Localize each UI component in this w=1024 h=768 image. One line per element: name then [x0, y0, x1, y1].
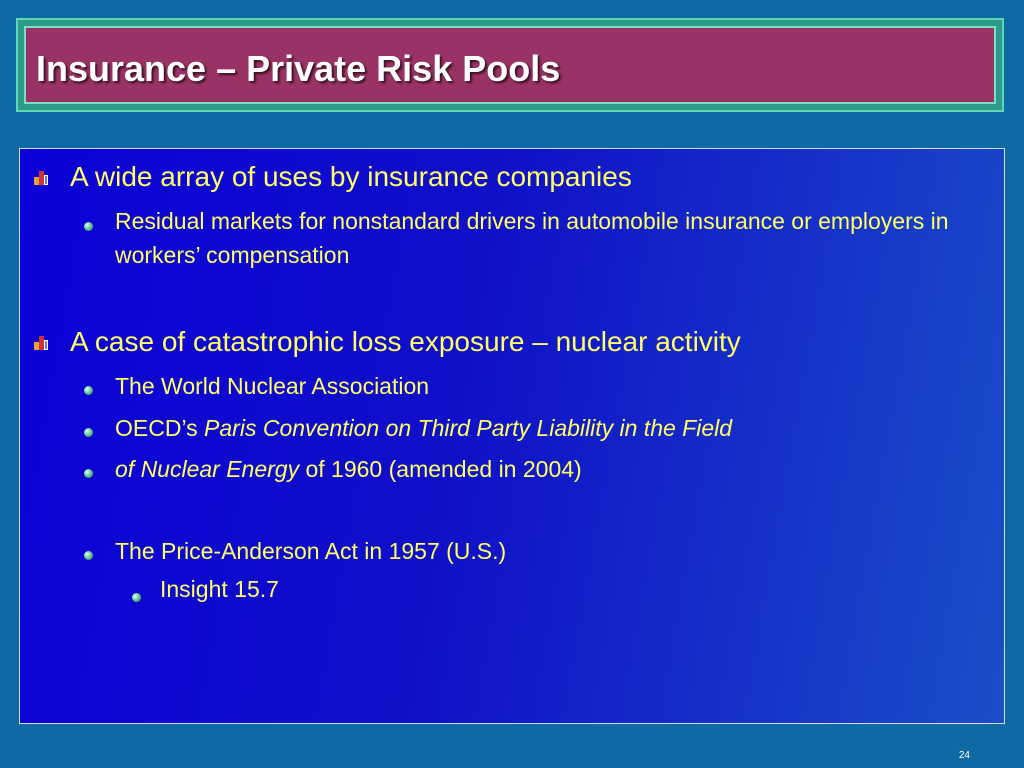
green-sphere-bullet-icon	[84, 386, 93, 395]
oecd-prefix: OECD’s	[115, 415, 205, 441]
bullet-level2-oecd	[115, 411, 732, 445]
nuclear-energy-suffix: of 1960 (amended in 2004)	[299, 456, 582, 482]
green-sphere-bullet-icon	[84, 551, 93, 560]
bullet-list	[20, 149, 1004, 723]
green-sphere-bullet-icon	[132, 593, 141, 602]
paris-convention-title: Paris Convention on Third Party Liability in the Field	[204, 415, 733, 441]
bullet-level1-uses: A wide array of uses by insurance companies	[70, 161, 632, 192]
bullet-level2-residual-markets: Residual markets for nonstandard drivers in automobile insurance or employers in workers’ compensation	[115, 208, 949, 268]
bullet-level2-nuclear-energy	[115, 452, 582, 486]
bullet-level1-nuclear: A case of catastrophic loss exposure – nuclear activity	[70, 326, 741, 357]
bar-chart-bullet-icon	[34, 171, 48, 185]
bullet-level3-insight: Insight 15.7	[160, 576, 279, 602]
green-sphere-bullet-icon	[84, 222, 93, 231]
title-frame	[16, 18, 1004, 112]
slide-title: Insurance – Private Risk Pools	[36, 48, 561, 89]
bullet-level2-price-anderson: The Price-Anderson Act in 1957 (U.S.)	[115, 538, 507, 564]
content-panel	[19, 148, 1005, 724]
green-sphere-bullet-icon	[84, 428, 93, 437]
title-bar	[24, 26, 996, 104]
green-sphere-bullet-icon	[84, 469, 93, 478]
slide-number: 24	[958, 750, 970, 761]
nuclear-energy-title: of Nuclear Energy	[115, 456, 300, 482]
bar-chart-bullet-icon	[34, 336, 48, 350]
bullet-level2-world-nuclear: The World Nuclear Association	[115, 373, 430, 399]
